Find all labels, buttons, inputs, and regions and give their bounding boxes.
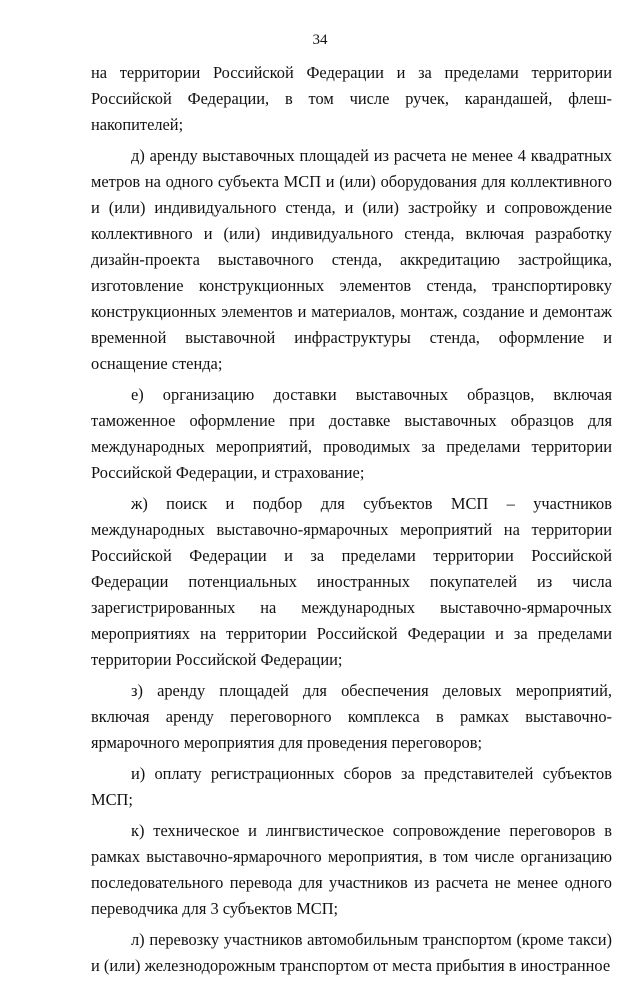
paragraph-item-i: и) оплату регистрационных сборов за представителей субъектов МСП; xyxy=(91,764,612,809)
paragraph-continuation: на территории Российской Федерации и за пределами территории Российской Федерации, в том числе ручек, карандашей, флеш-накопителей; xyxy=(91,63,612,134)
paragraph-item-zh: ж) поиск и подбор для субъектов МСП – участников международных выставочно-ярмарочных мероприятий на территории Российской Федерации и за пределами территории Российской Федерации потенциальных иностранных покупателей из числа зарегистрированных на международных выставочно-ярмарочных мероприятиях на территории Российской Федерации и за пределами территории Российской Федерации; xyxy=(91,494,612,669)
paragraph-item-l: л) перевозку участников автомобильным транспортом (кроме такси) и (или) железнодорожным транспортом от места прибытия в иностранное xyxy=(91,930,612,975)
page-number: 34 xyxy=(312,32,328,48)
paragraph-item-d: д) аренду выставочных площадей из расчета не менее 4 квадратных метров на одного субъекта МСП и (или) оборудования для коллективного и (или) индивидуального стенда, и (или) застройку и сопровождение коллективного и (или) индивидуального стенда, включая разработку дизайн-проекта выставочного стенда, аккредитацию застройщика, изготовление конструкционных элементов стенда, транспортировку конструкционных элементов и материалов, монтаж, создание и демонтаж временной выставочной инфраструктуры стенда, оформление и оснащение стенда; xyxy=(91,146,612,373)
paragraph-item-k: к) техническое и лингвистическое сопровождение переговоров в рамках выставочно-ярмарочного мероприятия, в том числе организацию последовательного перевода для участников из расчета не менее одного переводчика для 3 субъектов МСП; xyxy=(91,821,612,918)
paragraph-item-z: з) аренду площадей для обеспечения деловых мероприятий, включая аренду переговорного комплекса в рамках выставочно-ярмарочного мероприятия для проведения переговоров; xyxy=(91,681,612,752)
paragraph-item-e: е) организацию доставки выставочных образцов, включая таможенное оформление при доставке выставочных образцов для международных мероприятий, проводимых за пределами территории Российской Федерации, и страхование; xyxy=(91,385,612,482)
document-body xyxy=(91,60,612,984)
